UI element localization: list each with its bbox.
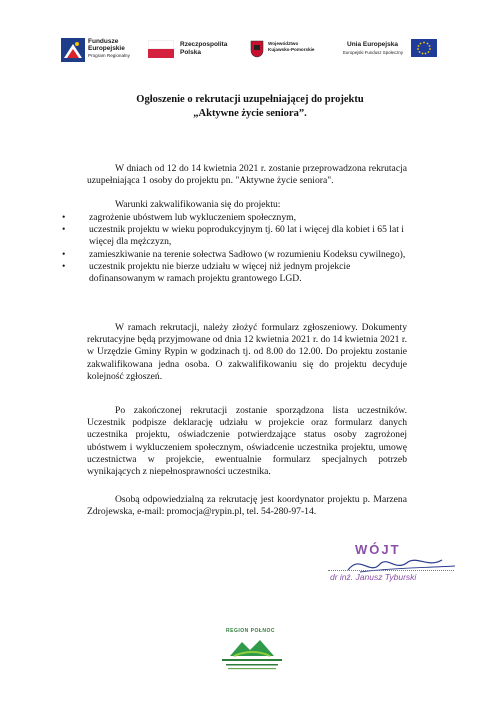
stamp-title: WÓJT: [355, 542, 401, 557]
conditions-intro-text: Warunki zakwalifikowania się do projektu:: [115, 199, 281, 210]
paragraph-documents: [87, 322, 407, 383]
wojewodztwo-logo: [250, 32, 335, 66]
paragraph-4-text: Osobą odpowiedzialną za rekrutację jest koordynator projektu p. Marzena Zdrojewska, e-mail: promocja@rypin.pl, tel. 54-280-97-14.: [87, 494, 407, 518]
paragraph-recruitment-dates: [87, 163, 407, 187]
paragraph-2-text: W ramach rekrutacji, należy złożyć formularz zgłoszeniowy. Dokumenty rekrutacyjne będą przyjmowane od dnia 12 kwietnia 2021 r. do 14 kwietnia 2021 r. w Urzędzie Gminy Rypin w godzinach tj. od 8.00 do 12.00. Do projektu zostanie zakwalifikowana jedna osoba. O zakwalifikowaniu się do projektu decyduje kolejność zgłoszeń.: [87, 322, 407, 382]
stamp-underline: [328, 570, 454, 571]
document-title-line2: „Aktywne życie seniora”.: [193, 108, 307, 119]
unia-europejska-logo: [343, 32, 438, 66]
paragraph-3-text: Po zakończonej rekrutacji zostanie sporządzona lista uczestników. Uczestnik podpisze deklarację udziału w projekcie oraz formularz danych uczestnika projektu, oświadczenie potwierdzające status osoby zagrożonej ubóstwem i wykluczeniem społecznym, oświadcenie uczestnika projektu, umowę uczestnictwa w projekcie, ewentualnie formularz specjalnych potrzeb wynikających z niepełnosprawności uczestnika.: [87, 405, 407, 478]
eu-flag-icon: [411, 39, 437, 57]
woj-line2: Kujawsko-Pomorskie: [268, 47, 315, 52]
ue-line1: Unia Europejska: [347, 41, 398, 48]
condition-item: • zamieszkiwanie na terenie sołectwa Sadłowo (w rozumieniu Kodeksu cywilnego),: [62, 248, 406, 260]
ue-line2: Europejski Fundusz Społeczny: [343, 50, 404, 55]
polish-flag-icon: [148, 40, 174, 58]
paragraph-after-recruitment: [87, 405, 407, 478]
coat-of-arms-icon: [250, 40, 264, 58]
condition-item: • uczestnik projektu w wieku poprodukcyjnym tj. 60 lat i więcej dla kobiet i 65 lat i więcej dla mężczyzn,: [62, 224, 404, 248]
rp-line1: Rzeczpospolita: [180, 41, 228, 48]
signature-stamp: [300, 540, 470, 590]
conditions-intro: [87, 199, 407, 211]
stamp-name: dr inż. Janusz Tyburski: [330, 572, 417, 582]
fundusze-europejskie-logo: [58, 32, 138, 66]
fe-emblem-icon: [61, 38, 85, 62]
logo-bar: [58, 32, 438, 66]
fe-line1: Fundusze: [88, 38, 119, 45]
region-logo-text: REGION POŁNOC: [226, 628, 276, 634]
fe-line2: Europejskie: [88, 45, 125, 52]
rp-line2: Polska: [180, 49, 201, 56]
region-emblem-icon: [212, 634, 292, 674]
region-polnoc-logo: [212, 628, 292, 674]
condition-item: • uczestnik projektu nie bierze udziału w więcej niż jednym projekcie dofinansowanym w ramach projektu grantowego LGD.: [62, 260, 351, 285]
fe-line3: Program Regionalny: [88, 53, 130, 58]
document-title-line1: Ogłoszenie o rekrutacji uzupełniającej do projektu: [136, 94, 364, 105]
condition-item: • zagrożenie ubóstwem lub wykluczeniem społecznym,: [62, 212, 296, 223]
paragraph-contact: [87, 494, 407, 518]
rzeczpospolita-polska-logo: [148, 32, 233, 66]
paragraph-1-text: W dniach od 12 do 14 kwietnia 2021 r. zostanie przeprowadzona rekrutacja uzupełniająca 1 osoby do projektu pn. "Aktywne życie seniora".: [87, 163, 407, 187]
woj-line1: Województwo: [268, 41, 299, 46]
conditions-list: [60, 212, 410, 285]
